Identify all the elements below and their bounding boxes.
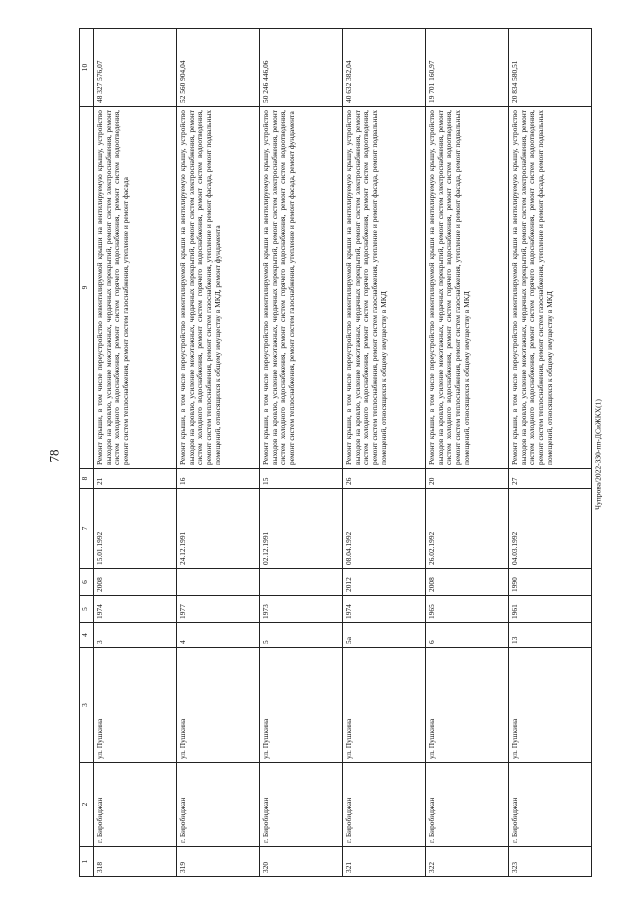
house-number-cell: 5а xyxy=(343,623,426,648)
year-built-cell: 1974 xyxy=(343,596,426,623)
house-number-cell: 4 xyxy=(177,623,260,648)
street-cell: ул. Пушкина xyxy=(343,648,426,763)
date-cell: 08.04.1992 xyxy=(343,489,426,569)
city-cell: г. Биробиджан xyxy=(426,763,509,847)
street-cell: ул. Пушкина xyxy=(177,648,260,763)
cost-cell: 40 632 382,04 xyxy=(343,29,426,107)
column-header: 2 xyxy=(80,763,94,847)
row-number: 320 xyxy=(260,847,343,877)
row-number: 318 xyxy=(94,847,177,877)
table-row xyxy=(426,29,509,877)
date-cell: 04.03.1992 xyxy=(509,489,592,569)
date-cell: 24.12.1991 xyxy=(177,489,260,569)
cost-cell: 50 246 446,06 xyxy=(260,29,343,107)
rotated-page xyxy=(79,29,598,877)
col8-cell: 16 xyxy=(177,469,260,489)
city-cell: г. Биробиджан xyxy=(94,763,177,847)
row-number: 322 xyxy=(426,847,509,877)
city-cell: г. Биробиджан xyxy=(343,763,426,847)
cost-cell: 48 327 576,07 xyxy=(94,29,177,107)
year-built-cell: 1973 xyxy=(260,596,343,623)
column-header: 7 xyxy=(80,489,94,569)
house-number-cell: 3 xyxy=(94,623,177,648)
col8-cell: 27 xyxy=(509,469,592,489)
cost-cell: 20 834 580,51 xyxy=(509,29,592,107)
column-header: 9 xyxy=(80,107,94,469)
works-list-cell: Ремонт крыши, в том числе переустройство невентилируемой крыши на вентилируемую крышу, устройство выходов на кровлю, усиление межэтажных, чердачных перекрытий, ремонт систем электроснабжения, ремонт систем холодного водоснабжения, ремонт систем горячего водоснабжения, ремонт систем водоотведения, ремонт систем теплоснабжения, ремонт систем газоснабжения, утепление и ремонт фасада, ремонт фундамента xyxy=(260,107,343,469)
header-row xyxy=(80,29,94,877)
works-list-cell: Ремонт крыши, в том числе переустройство невентилируемой крыши на вентилируемую крышу, устройство выходов на кровлю, усиление межэтажных, чердачных перекрытий, ремонт систем электроснабжения, ремонт систем холодного водоснабжения, ремонт систем горячего водоснабжения, ремонт систем водоотведения, ремонт систем теплоснабжения, ремонт систем газоснабжения, утепление и ремонт фасада xyxy=(94,107,177,469)
works-list-cell: Ремонт крыши, в том числе переустройство невентилируемой крыши на вентилируемую крышу, устройство выходов на кровлю, усиление межэтажных, чердачных перекрытий, ремонт систем электроснабжения, ремонт систем холодного водоснабжения, ремонт систем горячего водоснабжения, ремонт систем водоотведения, ремонт систем теплоснабжения, ремонт систем газоснабжения, утепление и ремонт фасада, ремонт подвальных помещений, относящихся к общему имуществу в МКД xyxy=(426,107,509,469)
col6-cell xyxy=(260,569,343,596)
date-cell: 26.02.1992 xyxy=(426,489,509,569)
col8-cell: 21 xyxy=(94,469,177,489)
works-list-cell: Ремонт крыши, в том числе переустройство невентилируемой крыши на вентилируемую крышу, устройство выходов на кровлю, усиление межэтажных, чердачных перекрытий, ремонт систем электроснабжения, ремонт систем холодного водоснабжения, ремонт систем горячего водоснабжения, ремонт систем водоотведения, ремонт систем теплоснабжения, ремонт систем газоснабжения, утепление и ремонт фасада, ремонт подвальных помещений, относящихся к общему имуществу в МКД xyxy=(509,107,592,469)
street-cell: ул. Пушкина xyxy=(94,648,177,763)
table-row xyxy=(260,29,343,877)
cost-cell: 19 701 160,97 xyxy=(426,29,509,107)
column-header: 4 xyxy=(80,623,94,648)
city-cell: г. Биробиджан xyxy=(509,763,592,847)
column-header: 5 xyxy=(80,596,94,623)
table-sheet xyxy=(79,29,598,877)
col8-cell: 20 xyxy=(426,469,509,489)
row-number: 323 xyxy=(509,847,592,877)
house-number-cell: 5 xyxy=(260,623,343,648)
date-cell: 15.01.1992 xyxy=(94,489,177,569)
table-row xyxy=(94,29,177,877)
column-header: 6 xyxy=(80,569,94,596)
col8-cell: 15 xyxy=(260,469,343,489)
house-number-cell: 6 xyxy=(426,623,509,648)
table-body xyxy=(80,29,592,877)
street-cell: ул. Пушкина xyxy=(260,648,343,763)
works-list-cell: Ремонт крыши, в том числе переустройство невентилируемой крыши на вентилируемую крышу, устройство выходов на кровлю, усиление межэтажных, чердачных перекрытий, ремонт систем электроснабжения, ремонт систем холодного водоснабжения, ремонт систем горячего водоснабжения, ремонт систем водоотведения, ремонт систем теплоснабжения, ремонт систем газоснабжения, утепление и ремонт фасада, ремонт подвальных помещений, относящихся к общему имуществу в МКД xyxy=(343,107,426,469)
year-built-cell: 1965 xyxy=(426,596,509,623)
capital-repair-table xyxy=(79,28,592,877)
col6-cell: 2008 xyxy=(94,569,177,596)
col8-cell: 26 xyxy=(343,469,426,489)
year-built-cell: 1961 xyxy=(509,596,592,623)
column-header: 1 xyxy=(80,847,94,877)
date-cell: 02.12.1991 xyxy=(260,489,343,569)
works-list-cell: Ремонт крыши, в том числе переустройство невентилируемой крыши на вентилируемую крышу, устройство выходов на кровлю, усиление межэтажных, чердачных перекрытий, ремонт систем электроснабжения, ремонт систем холодного водоснабжения, ремонт систем горячего водоснабжения, ремонт систем водоотведения, ремонт систем теплоснабжения, ремонт систем газоснабжения, утепление и ремонт фасада, ремонт подвальных помещений, относящихся к общему имуществу в МКД, ремонт фундамента xyxy=(177,107,260,469)
year-built-cell: 1977 xyxy=(177,596,260,623)
col6-cell xyxy=(177,569,260,596)
row-number: 321 xyxy=(343,847,426,877)
city-cell: г. Биробиджан xyxy=(260,763,343,847)
col6-cell: 1990 xyxy=(509,569,592,596)
col6-cell: 2008 xyxy=(426,569,509,596)
footer-note: Чупрова/2022-330-пп-ДСиЖКХ(1) xyxy=(593,399,603,510)
page-number: 78 xyxy=(46,449,62,463)
col6-cell: 2012 xyxy=(343,569,426,596)
column-header: 8 xyxy=(80,469,94,489)
city-cell: г. Биробиджан xyxy=(177,763,260,847)
house-number-cell: 13 xyxy=(509,623,592,648)
year-built-cell: 1974 xyxy=(94,596,177,623)
column-header: 3 xyxy=(80,648,94,763)
column-header: 10 xyxy=(80,29,94,107)
table-row xyxy=(177,29,260,877)
street-cell: ул. Пушкина xyxy=(426,648,509,763)
row-number: 319 xyxy=(177,847,260,877)
table-row xyxy=(343,29,426,877)
cost-cell: 52 560 904,04 xyxy=(177,29,260,107)
table-row xyxy=(509,29,592,877)
street-cell: ул. Пушкина xyxy=(509,648,592,763)
